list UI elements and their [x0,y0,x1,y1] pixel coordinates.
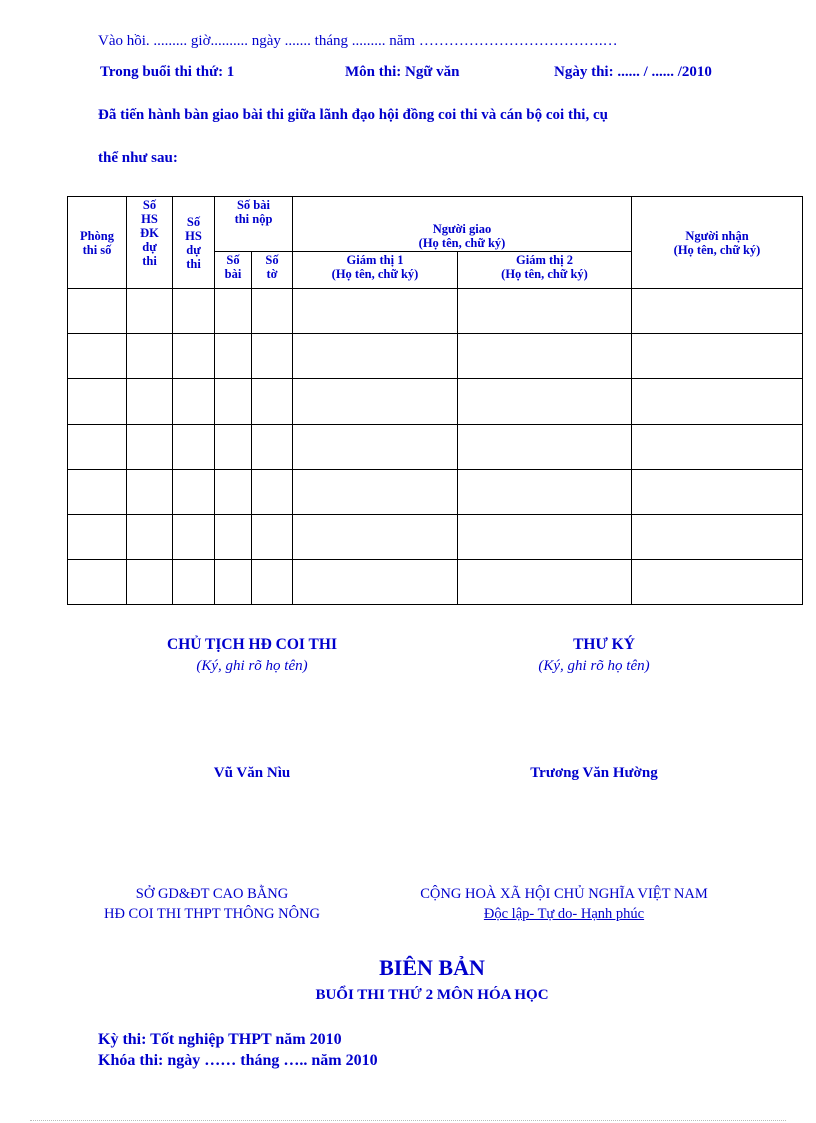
table-cell[interactable] [173,559,215,604]
header-papers: Số bài [215,252,252,289]
table-cell[interactable] [632,424,803,469]
table-cell[interactable] [293,559,458,604]
table-cell[interactable] [252,424,293,469]
table-cell[interactable] [215,559,252,604]
intro-line-1: Đã tiến hành bàn giao bài thi giữa lãnh đạo hội đồng coi thi và cán bộ coi thi, cụ [98,107,608,123]
table-cell[interactable] [458,379,632,424]
table-cell[interactable] [68,289,127,334]
table-cell[interactable] [632,289,803,334]
secretary-title: THƯ KÝ [573,636,635,653]
chairman-name: Vũ Văn Nìu [213,765,291,781]
table-cell[interactable] [458,559,632,604]
table-cell[interactable] [68,469,127,514]
table-row [68,469,803,514]
table-cell[interactable] [458,424,632,469]
table-cell[interactable] [293,379,458,424]
table-cell[interactable] [632,559,803,604]
table-cell[interactable] [252,379,293,424]
table-cell[interactable] [173,469,215,514]
header-sheets: Số tờ [252,252,293,289]
table-cell[interactable] [252,514,293,559]
exam-date-label: Ngày thi: ...... / ...... /2010 [554,64,712,80]
exam-name: Kỳ thi: Tốt nghiệp THPT năm 2010 [98,1031,342,1048]
table-cell[interactable] [458,469,632,514]
table-cell[interactable] [173,514,215,559]
table-cell[interactable] [293,289,458,334]
table-cell[interactable] [127,289,173,334]
header-giver: Người giao (Họ tên, chữ ký) [293,197,632,252]
table-cell[interactable] [127,469,173,514]
table-cell[interactable] [68,559,127,604]
chairman-title: CHỦ TỊCH HĐ COI THI [167,636,337,653]
table-cell[interactable] [127,379,173,424]
table-cell[interactable] [68,514,127,559]
table-cell[interactable] [252,469,293,514]
session-label: Trong buổi thi thứ: 1 [100,64,235,80]
table-cell[interactable] [127,424,173,469]
national-motto: Độc lập- Tự do- Hạnh phúc [483,906,645,922]
table-cell[interactable] [632,514,803,559]
table-cell[interactable] [215,514,252,559]
page-divider [30,1120,786,1121]
table-row [68,379,803,424]
table-cell[interactable] [68,334,127,379]
table-cell[interactable] [68,424,127,469]
intro-line-2: thể như sau: [98,150,178,166]
table-cell[interactable] [293,469,458,514]
table-row [68,289,803,334]
header-receiver: Người nhận (Họ tên, chữ ký) [632,197,803,289]
table-cell[interactable] [293,334,458,379]
table-cell[interactable] [252,334,293,379]
header-submitted: Số bài thi nộp [215,197,293,252]
handover-table [67,196,803,605]
table-cell[interactable] [632,379,803,424]
table-header-row-1 [68,197,803,252]
council-name: HĐ COI THI THPT THÔNG NÔNG [103,906,321,922]
table-cell[interactable] [173,289,215,334]
header-proctor-1: Giám thị 1 (Họ tên, chữ ký) [293,252,458,289]
table-row [68,334,803,379]
secretary-name: Trương Văn Hường [530,765,658,781]
header-present: Số HS dự thi [173,197,215,289]
country-name: CỘNG HOÀ XÃ HỘI CHỦ NGHĨA VIỆT NAM [420,886,708,902]
table-cell[interactable] [458,514,632,559]
table-cell[interactable] [173,424,215,469]
minutes-title: BIÊN BẢN [379,955,485,980]
table-cell[interactable] [215,379,252,424]
table-cell[interactable] [127,514,173,559]
table-cell[interactable] [68,379,127,424]
table-cell[interactable] [252,289,293,334]
table-cell[interactable] [173,379,215,424]
table-cell[interactable] [215,334,252,379]
table-row [68,514,803,559]
table-cell[interactable] [127,559,173,604]
table-cell[interactable] [632,334,803,379]
table-row [68,424,803,469]
secretary-note: (Ký, ghi rõ họ tên) [538,658,650,674]
exam-course: Khóa thi: ngày …… tháng ….. năm 2010 [98,1052,378,1069]
table-cell[interactable] [293,424,458,469]
header-proctor-2: Giám thị 2 (Họ tên, chữ ký) [458,252,632,289]
table-cell[interactable] [215,469,252,514]
table-cell[interactable] [173,334,215,379]
table-cell[interactable] [293,514,458,559]
table-cell[interactable] [632,469,803,514]
table-cell[interactable] [127,334,173,379]
table-row [68,559,803,604]
header-room: Phòng thi số [68,197,127,289]
minutes-subtitle: BUỔI THI THỨ 2 MÔN HÓA HỌC [315,987,549,1003]
department-name: SỞ GD&ĐT CAO BẰNG [135,886,289,902]
table-cell[interactable] [215,289,252,334]
header-registered: Số HS ĐK dự thi [127,197,173,289]
table-cell[interactable] [458,289,632,334]
table-cell[interactable] [458,334,632,379]
table-cell[interactable] [252,559,293,604]
table-cell[interactable] [215,424,252,469]
subject-label: Môn thi: Ngữ văn [345,64,460,80]
chairman-note: (Ký, ghi rõ họ tên) [196,658,308,674]
time-line: Vào hồi. ......... giờ.......... ngày ....... tháng ......... năm ……………………………….… [98,33,618,49]
